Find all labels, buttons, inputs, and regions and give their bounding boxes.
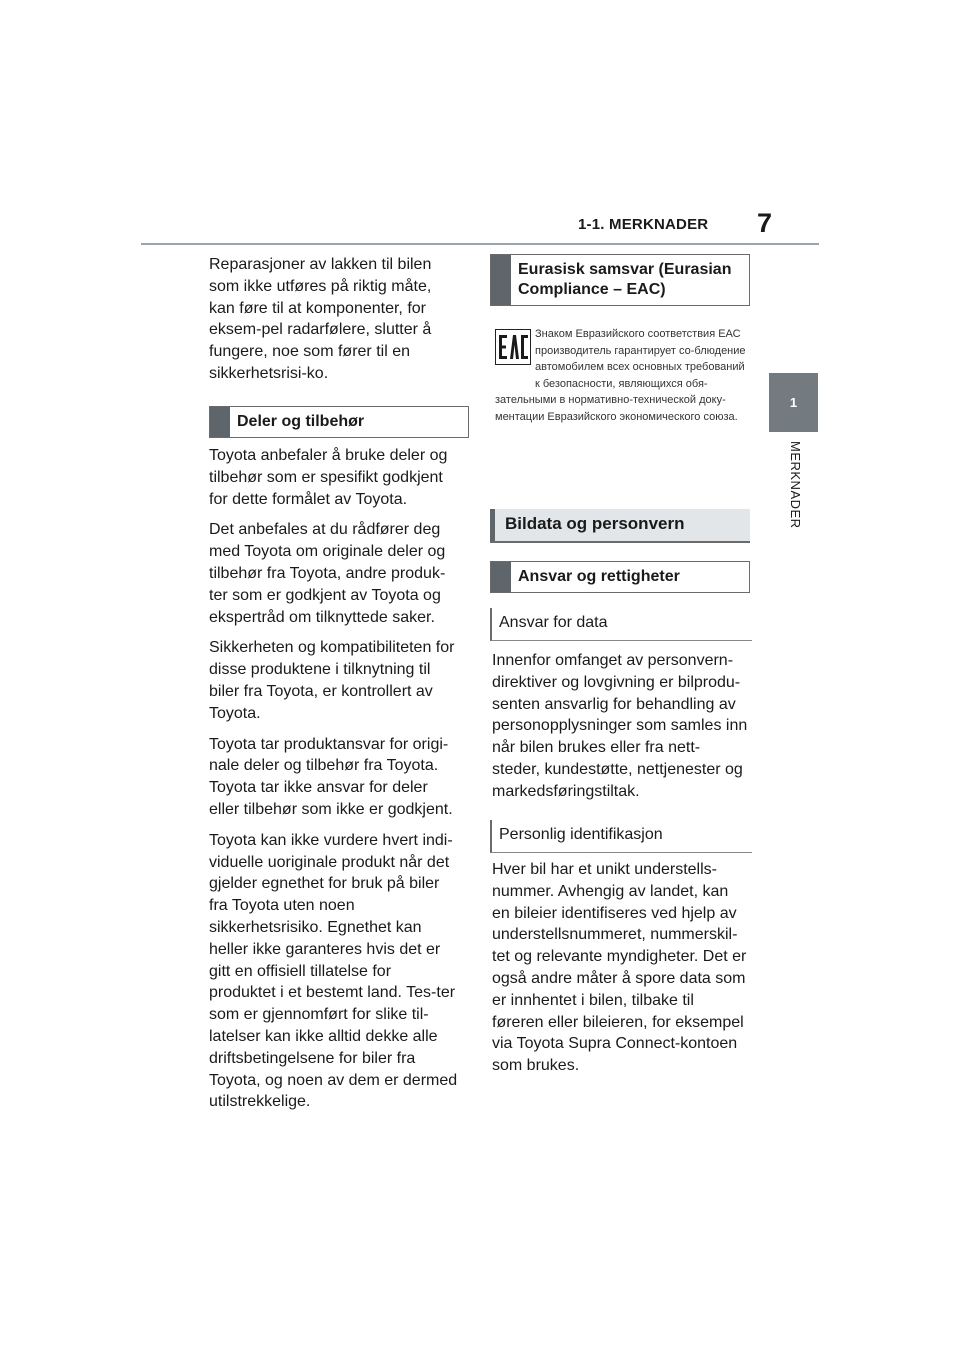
data-privacy-title: Bildata og personvern	[505, 514, 685, 533]
responsibility-heading: Ansvar for data	[499, 614, 608, 631]
page-number: 7	[757, 208, 773, 238]
chapter-label: MERKNADER	[788, 441, 803, 529]
left-intro	[209, 254, 461, 394]
eac-statement: Знаком Евразийского соответствия ЕАС производитель гарантирует со-блюдение автомобилем всех основных требований к безопасности, являющихся обя-зательными в нормативно-технической доку-ментации Евразийского экономического союза.	[495, 328, 746, 423]
rights-title: Ansvar og rettigheter	[518, 568, 680, 585]
paragraph: Hver bil har et unikt understells-nummer. Avhengig av landet, kan en bileier identifiseres ved hjelp av understellsnummeret, nummerskil-tet og relevante myndigheter. Det er også andre måter å spore data som er innhentet i bilen, tilbake til føreren eller bileieren, for eksempel via Toyota Supra Connect-kontoen som brukes.	[492, 861, 747, 1075]
section-box-eac	[490, 254, 750, 306]
paragraph: Sikkerheten og kompatibiliteten for disse produktene i tilknytning til biler fra Toyota, er kontrollert av Toyota.	[209, 639, 455, 722]
section-marker	[210, 407, 230, 437]
left-body	[209, 445, 462, 1122]
section-marker	[491, 562, 511, 592]
section-box-rights	[490, 561, 750, 593]
paragraph: Toyota kan ikke vurdere hvert indi-viduelle uoriginale produkt når det gjelder egnethet for bruk på biler fra Toyota uten noen sikkerhetsrisiko. Egnethet kan heller ikke garanteres hvis det er gitt en offisiell tillatelse for produktet i et bestemt land. Tes-ter som er gjennomført for slike til-latelser kan ikke alltid dekke alle driftsbetingelsene for biler fra Toyota, og noen av dem er dermed utilstrekkelige.	[209, 831, 458, 1111]
section-title-eac: Eurasisk samsvar (Eurasian Compliance – EAC)	[518, 261, 732, 298]
section-header: 1-1. MERKNADER	[578, 216, 709, 233]
paragraph: Innenfor omfanget av personvern-direktiver og lovgivning er bilprodu-senten ansvarlig for behandling av personopplysninger som samles inn når bilen brukes eller fra nett-steder, kundestøtte, nettjenester og markedsføringstiltak.	[492, 652, 748, 800]
chapter-tab[interactable]: 1	[769, 373, 818, 432]
paragraph: Toyota anbefaler å bruke deler og tilbehør som er spesifikt godkjent for dette formålet av Toyota.	[209, 447, 448, 508]
subheading-responsibility	[490, 608, 752, 641]
section-box-parts	[209, 406, 469, 438]
paragraph: Det anbefales at du rådfører deg med Toyota om originale deler og tilbehør fra Toyota, andre produk-ter som er godkjent av Toyota og ekspertråd om tilknyttede saker.	[209, 521, 446, 626]
identification-body	[492, 859, 748, 1086]
header-divider	[141, 243, 819, 245]
paragraph: Toyota tar produktansvar for origi-nale deler og tilbehør fra Toyota. Toyota tar ikke ansvar for deler eller tilbehør som ikke er godkjent.	[209, 735, 453, 818]
intro-paragraph: Reparasjoner av lakken til bilen som ikke utføres på riktig måte, kan føre til at komponenter, for eksem-pel radarfølere, slutter å fungere, noe som fører til en sikkerhetsrisi-ko.	[209, 256, 432, 382]
subheading-identification	[490, 820, 752, 853]
section-header-data	[490, 509, 750, 543]
section-marker	[491, 255, 511, 305]
section-title-parts: Deler og tilbehør	[237, 413, 365, 430]
identification-heading: Personlig identifikasjon	[499, 826, 663, 843]
responsibility-body	[492, 650, 748, 812]
